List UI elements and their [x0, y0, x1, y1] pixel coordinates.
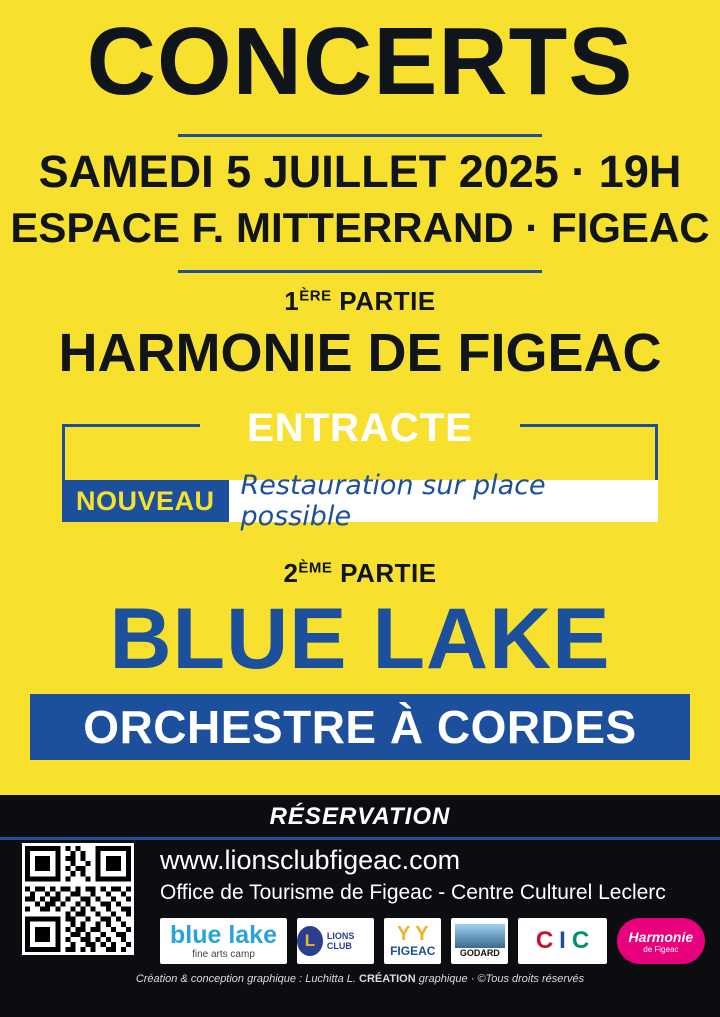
qr-code-icon[interactable] — [22, 843, 134, 955]
part-two-number: 2 — [283, 558, 299, 588]
part-two-ordinal: ÈME — [298, 559, 333, 577]
logo-figeac-text: FIGEAC — [390, 944, 436, 958]
footer-divider — [0, 837, 720, 840]
credits-brand: CRÉATION — [359, 973, 416, 985]
logo-harmonie-name: Harmonie — [628, 928, 694, 945]
event-venue: ESPACE F. MITTERRAND · FIGEAC — [10, 204, 710, 251]
part-two-label — [0, 558, 720, 589]
part-two-subtitle-band — [30, 694, 690, 760]
part-one-ordinal: ÈRE — [299, 287, 332, 305]
sponsor-logos — [160, 917, 705, 965]
logo-cic — [518, 918, 606, 964]
poster-footer-section — [0, 795, 720, 1017]
logo-ville-de-figeac — [384, 918, 441, 964]
catering-banner — [62, 470, 658, 532]
part-one-label — [0, 286, 720, 317]
logo-godard — [451, 918, 508, 964]
logo-harmonie-sub: de Figeac — [643, 944, 679, 954]
reservation-website[interactable]: www.lionsclubfigeac.com — [160, 845, 461, 875]
logo-harmonie-de-figeac — [617, 918, 705, 964]
logo-godard-text: GODARD — [459, 948, 500, 958]
catering-text: Restauration sur place possible — [229, 480, 658, 522]
reservation-outlets: Office de Tourisme de Figeac - Centre Culturel Leclerc — [160, 881, 666, 904]
figeac-mark-icon: Y Y — [397, 923, 429, 945]
part-one-word: PARTIE — [331, 286, 436, 316]
reservation-heading: RÉSERVATION — [269, 803, 451, 830]
logo-blue-lake — [160, 918, 287, 964]
cic-letter-one: C — [535, 927, 554, 954]
credits-suffix: graphique · ©Tous droits réservés — [415, 973, 585, 985]
cic-letter-two: C — [571, 927, 590, 954]
event-date: SAMEDI 5 JUILLET 2025 · 19H — [38, 146, 682, 197]
part-two-artist: BLUE LAKE — [109, 591, 611, 687]
part-two-word: PARTIE — [332, 558, 437, 588]
part-one-number: 1 — [284, 286, 300, 316]
part-two-subtitle: ORCHESTRE À CORDES — [83, 701, 637, 753]
new-badge: NOUVEAU — [62, 480, 229, 522]
lions-badge-icon: L — [297, 926, 323, 956]
divider-bottom — [178, 270, 542, 273]
logo-lions-club — [297, 918, 374, 964]
logo-blue-lake-name: blue lake — [169, 920, 277, 949]
qr-code-graphic — [25, 846, 131, 952]
part-one-artist: HARMONIE DE FIGEAC — [58, 323, 662, 383]
interval-label: ENTRACTE — [247, 406, 473, 450]
logo-lions-club-text: LIONS CLUB — [326, 931, 355, 951]
divider-top — [178, 134, 542, 137]
cic-bar: I — [559, 927, 566, 954]
godard-image-icon — [455, 924, 505, 948]
credits-line — [0, 973, 720, 985]
credits-prefix: Création & conception graphique : Luchitta L. — [135, 973, 360, 985]
page-title: CONCERTS — [86, 8, 634, 115]
logo-blue-lake-sub: fine arts camp — [192, 948, 255, 960]
